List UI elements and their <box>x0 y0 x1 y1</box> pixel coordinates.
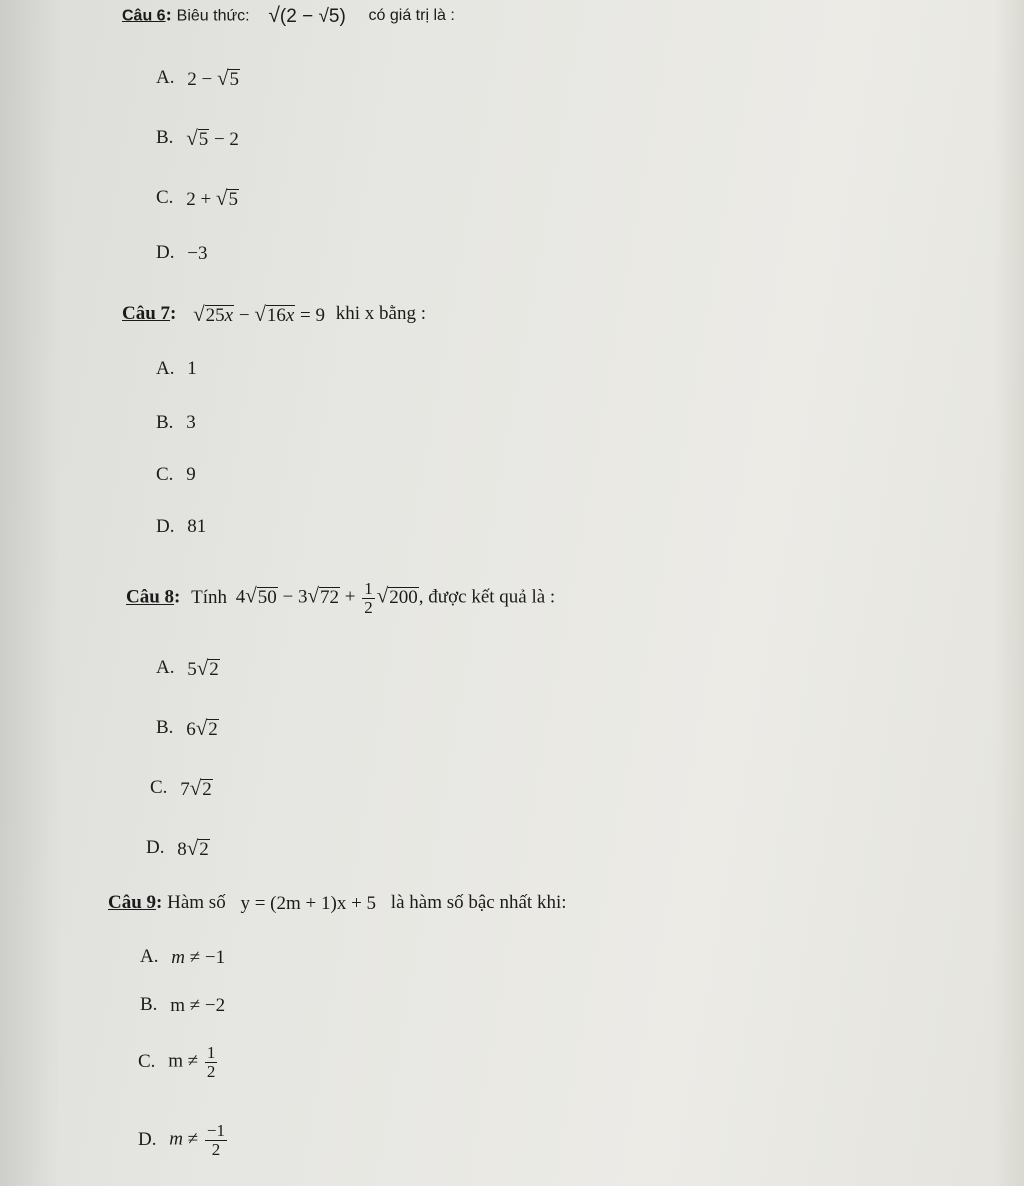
option-value: 2 − √5 <box>187 66 239 90</box>
question-9: Câu 9: Hàm số y = (2m + 1)x + 5 là hàm số bậc nhất khi: <box>108 892 567 914</box>
option-letter: C. <box>156 464 174 485</box>
option-value: √5 − 2 <box>186 126 239 150</box>
question-8-label: Câu 8 <box>126 586 175 608</box>
question-6: Câu 6: Biêu thức: √(2 − √5) có giá trị là : <box>122 4 455 27</box>
option-letter: C. <box>150 776 168 798</box>
question-7: Câu 7: √25x − √16x = 9 khi x bằng : <box>122 302 426 326</box>
q6-option-d <box>156 242 207 265</box>
q6-option-b <box>156 126 239 151</box>
question-8-expression: 4√50 − 3√72 + $\frac{1}{2}$ √200 <box>235 579 418 617</box>
q9-option-b <box>140 994 225 1017</box>
q6-option-a <box>156 66 240 91</box>
option-letter: A. <box>156 66 175 88</box>
question-8-prompt: Tính <box>191 586 228 608</box>
question-6-expression: √(2 − √5) <box>268 4 346 27</box>
question-9-suffix: là hàm số bậc nhất khi: <box>390 892 567 913</box>
q7-option-a <box>156 358 197 380</box>
option-value: 9 <box>186 464 196 485</box>
q8-option-d <box>146 836 210 861</box>
q9-option-c <box>138 1044 219 1081</box>
option-letter: B. <box>156 126 174 148</box>
option-value: m ≠ −2 <box>170 994 226 1016</box>
option-value: 7√2 <box>180 776 212 800</box>
q7-option-d <box>156 516 206 538</box>
option-value: m ≠ −1 <box>171 946 226 968</box>
q9-option-d <box>138 1122 229 1159</box>
question-8-suffix: , được kết quả là : <box>418 586 556 608</box>
question-7-suffix: khi x bằng : <box>335 302 426 324</box>
q9-option-a <box>140 946 225 969</box>
option-value: m ≠ $\frac{1}{2}$ <box>168 1043 216 1081</box>
page-shadow-right <box>994 0 1024 1186</box>
page-shadow-left <box>0 0 60 1186</box>
q8-option-a <box>156 656 220 681</box>
option-value: 8√2 <box>177 836 209 860</box>
question-6-prompt: Biêu thức: <box>176 7 250 25</box>
option-letter: B. <box>156 716 174 738</box>
option-letter: C. <box>156 186 174 208</box>
option-letter: A. <box>140 946 159 967</box>
option-letter: B. <box>140 994 158 1015</box>
q7-option-c <box>156 464 196 486</box>
option-value: −3 <box>187 242 208 264</box>
q8-option-b <box>156 716 219 741</box>
option-value: 2 + √5 <box>186 186 238 210</box>
option-letter: D. <box>156 516 175 537</box>
option-letter: A. <box>156 358 175 379</box>
q6-option-c <box>156 186 239 211</box>
option-value: 1 <box>187 358 197 379</box>
option-letter: A. <box>156 656 175 678</box>
question-6-label: Câu 6 <box>122 7 166 25</box>
option-value: 3 <box>186 412 196 433</box>
question-9-prompt: Hàm số <box>167 892 226 913</box>
option-letter: B. <box>156 412 174 433</box>
option-value: 5√2 <box>187 656 219 680</box>
q8-option-c <box>150 776 213 801</box>
q7-option-b <box>156 412 196 434</box>
question-7-expression: √25x − √16x = 9 <box>193 302 325 326</box>
option-value: m ≠ $\frac{-1}{2}$ <box>169 1121 225 1159</box>
option-value: 81 <box>187 516 207 537</box>
option-letter: D. <box>156 242 175 263</box>
question-9-label: Câu 9 <box>108 892 157 913</box>
option-letter: D. <box>138 1128 157 1150</box>
question-8: Câu 8: Tính 4√50 − 3√72 + $\frac{1}{2}$ √200, được kết quả là : <box>126 579 556 617</box>
question-7-label: Câu 7 <box>122 302 171 324</box>
option-letter: D. <box>146 836 165 858</box>
question-6-suffix: có giá trị là : <box>368 7 455 25</box>
option-value: 6√2 <box>186 716 218 740</box>
option-letter: C. <box>138 1050 156 1072</box>
question-9-expression: y = (2m + 1)x + 5 <box>240 892 377 914</box>
